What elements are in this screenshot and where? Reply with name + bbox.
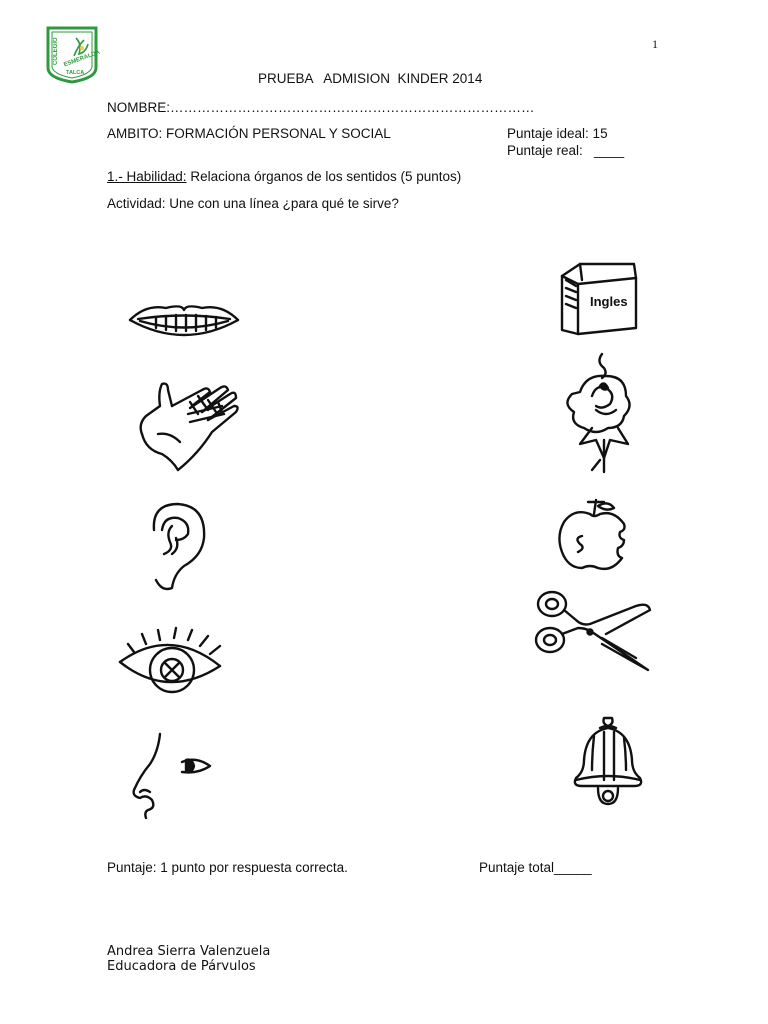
school-logo <box>46 26 101 84</box>
skill-number: 1.- <box>107 169 127 184</box>
bell-icon <box>568 714 648 810</box>
nombre-row <box>107 100 535 116</box>
skill-text: Relaciona órganos de los sentidos (5 puntos) <box>186 169 462 184</box>
nombre-label: NOMBRE: <box>107 100 171 115</box>
page-title: PRUEBA ADMISION KINDER 2014 <box>258 71 483 86</box>
logo-text-esmeralda: ESMERALDA <box>63 49 101 69</box>
logo-text-talca: TALCA <box>66 70 85 76</box>
nombre-line: ……………………………………………………………………… <box>170 100 535 115</box>
signature-role: Educadora de Párvulos <box>107 959 256 974</box>
skill-line <box>107 169 461 185</box>
logo-text-colegio: COLEGIO <box>53 37 59 65</box>
book-icon <box>556 258 640 338</box>
signature-name: Andrea Sierra Valenzuela <box>107 944 271 959</box>
skill-label: Habilidad: <box>126 169 187 184</box>
apple-icon <box>554 496 646 574</box>
activity-instruction: Actividad: Une con una línea ¿para qué te sirve? <box>107 196 399 211</box>
puntaje-real: Puntaje real: ____ <box>507 143 625 158</box>
eye-icon <box>116 626 228 698</box>
scissors-icon <box>532 586 656 678</box>
hand-icon <box>136 376 244 476</box>
total-score: Puntaje total_____ <box>479 860 592 875</box>
ambito-label: AMBITO: FORMACIÓN PERSONAL Y SOCIAL <box>107 126 391 141</box>
scoring-note: Puntaje: 1 punto por respuesta correcta. <box>107 860 348 875</box>
mouth-icon <box>126 298 242 344</box>
nose-icon <box>128 730 214 820</box>
ear-icon <box>146 500 210 592</box>
puntaje-ideal: Puntaje ideal: 15 <box>507 126 608 141</box>
flower-icon <box>556 348 646 478</box>
page-number: 1 <box>652 37 658 51</box>
book-label: Ingles <box>590 294 628 309</box>
